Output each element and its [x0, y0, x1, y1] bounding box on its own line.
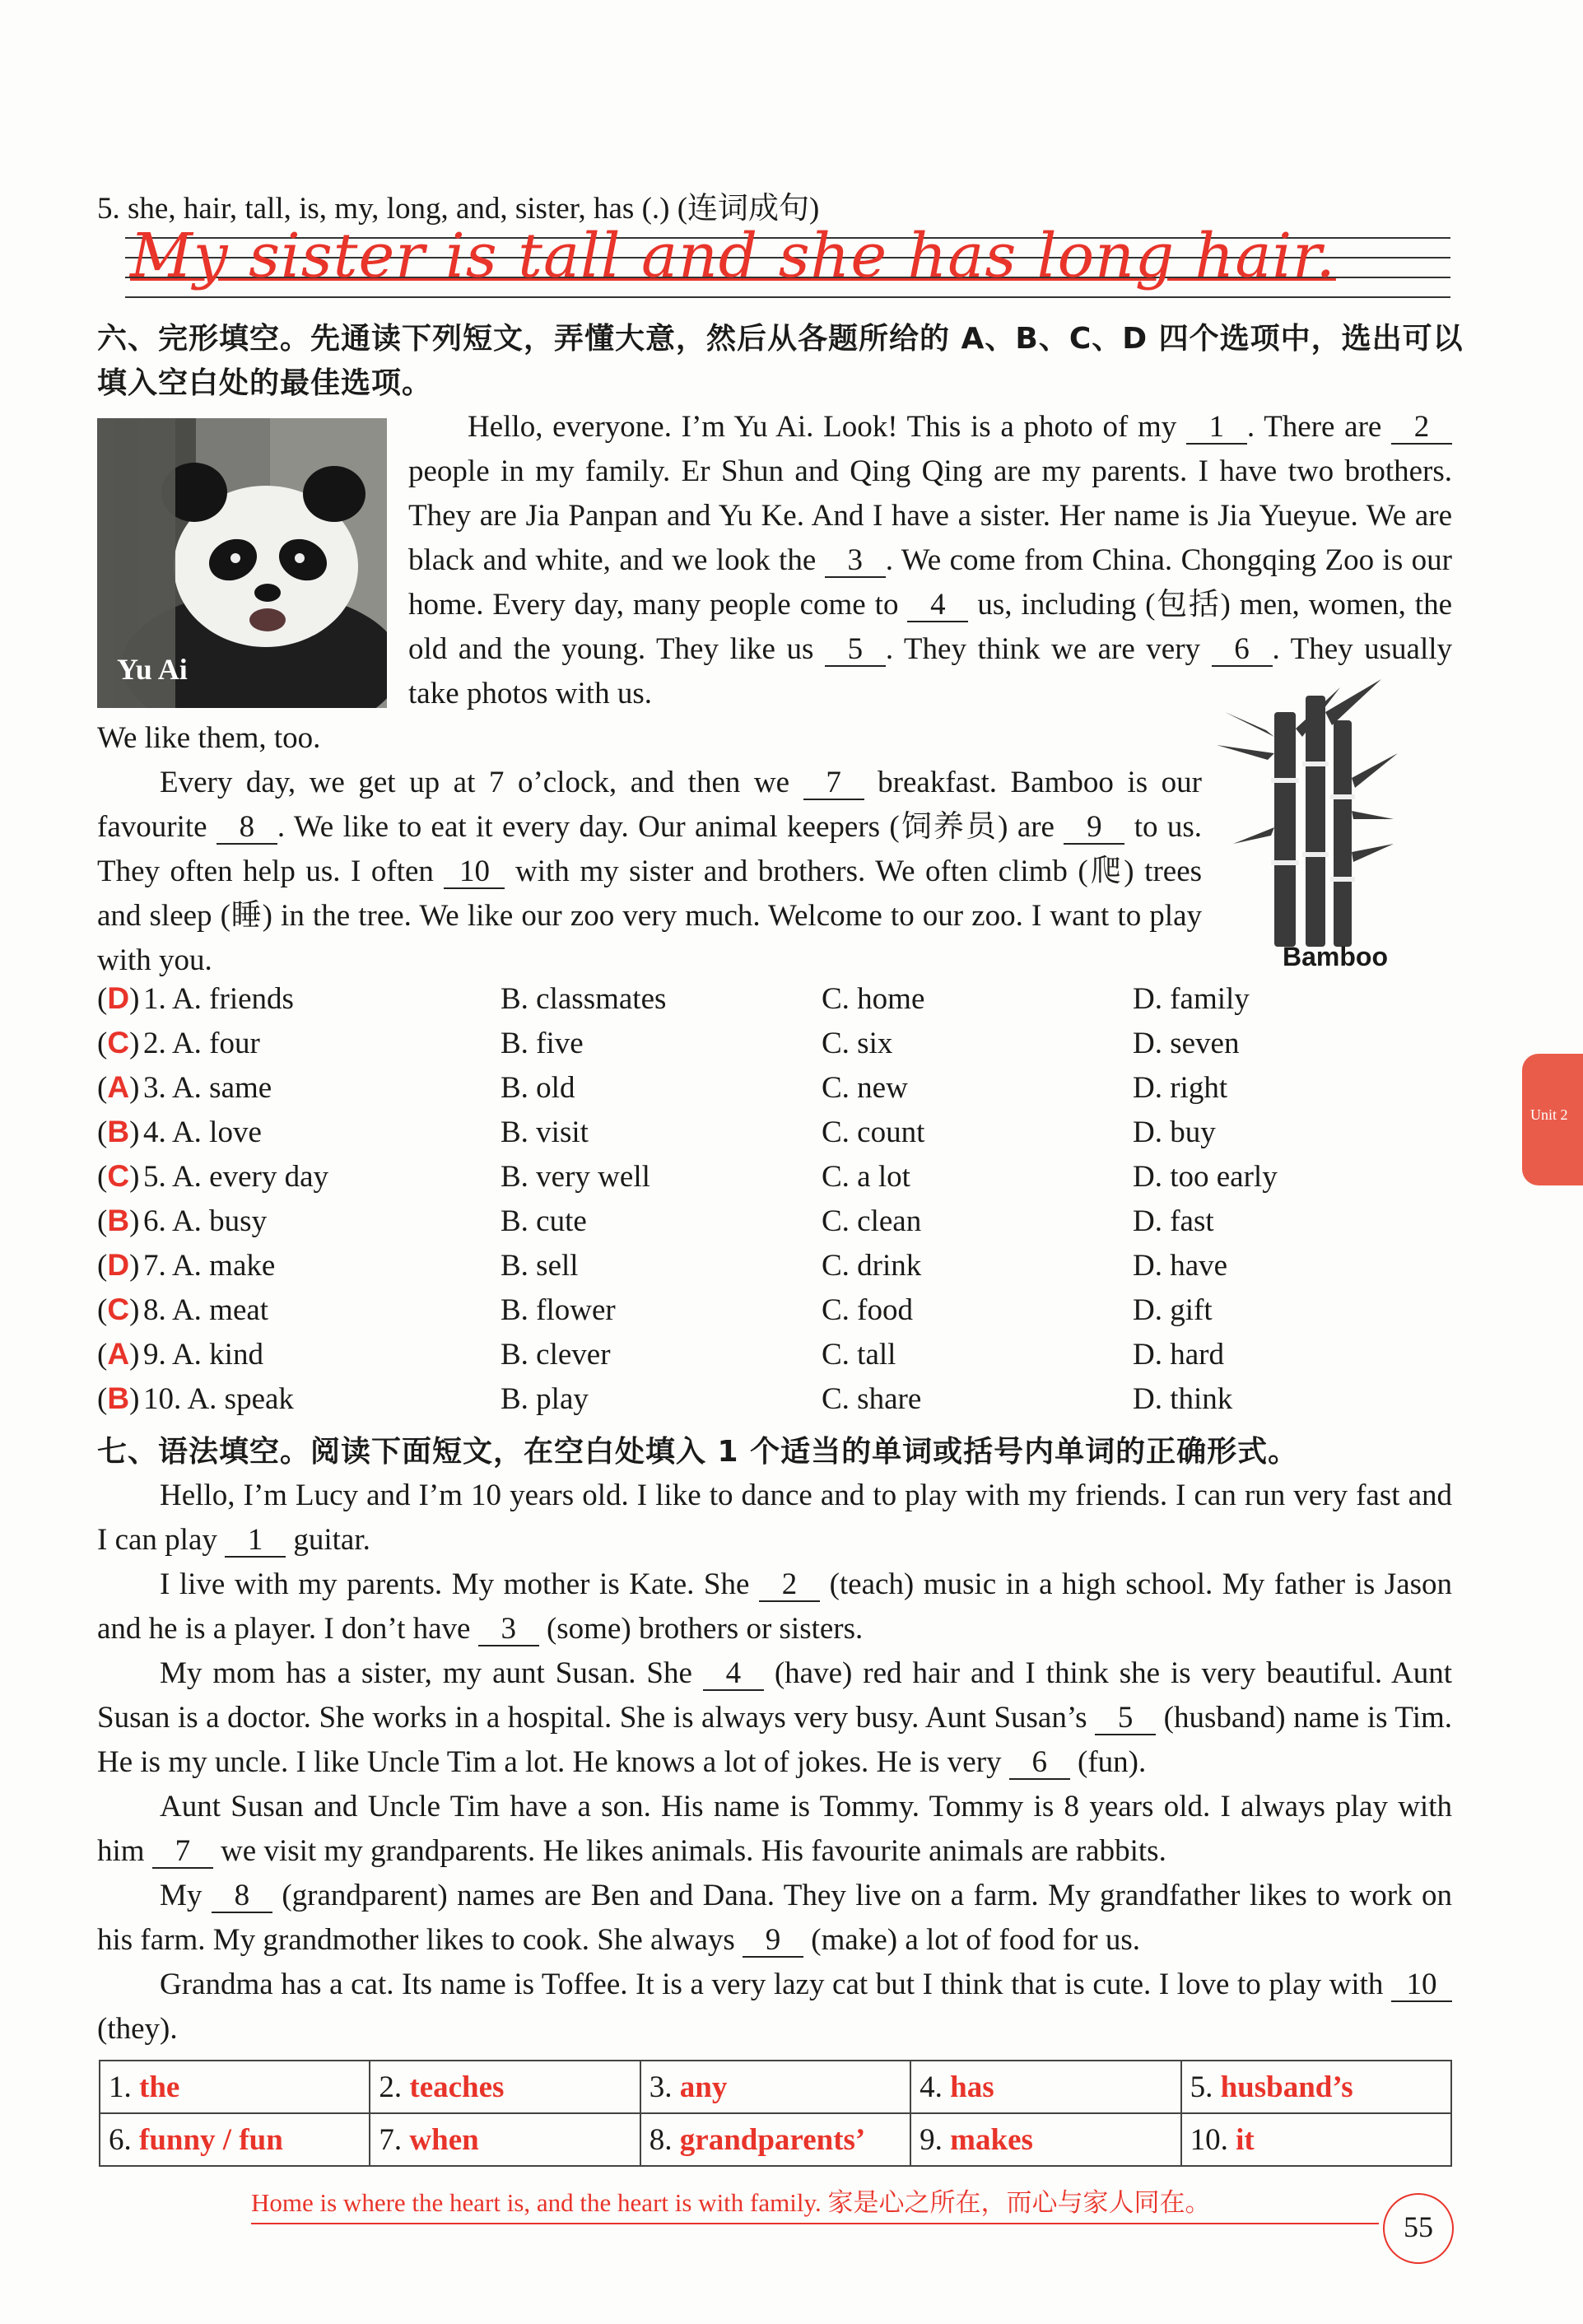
- answer-bracket: (B): [97, 1204, 140, 1238]
- option-b[interactable]: B. play: [501, 1382, 589, 1416]
- blank-g9[interactable]: 9: [743, 1925, 803, 1958]
- passage-text: Grandma has a cat. Its name is Toffee. It is a very lazy cat but I think that is cute. I love to play with: [160, 1968, 1384, 2001]
- blank-g1[interactable]: 1: [225, 1525, 286, 1558]
- option-c[interactable]: C. food: [822, 1293, 913, 1327]
- option-c[interactable]: C. home: [822, 982, 925, 1016]
- blank-g2[interactable]: 2: [759, 1569, 820, 1602]
- option-b[interactable]: B. clever: [501, 1338, 611, 1372]
- option-d[interactable]: D. think: [1133, 1382, 1233, 1416]
- cloze-paragraph-1-end: We like them, too.: [97, 721, 321, 755]
- passage-text: (they).: [97, 2012, 178, 2046]
- chosen-answer: C: [107, 1292, 130, 1326]
- option-d[interactable]: D. have: [1133, 1249, 1228, 1283]
- passage-text: (some) brothers or sisters.: [546, 1612, 864, 1646]
- option-d[interactable]: D. seven: [1133, 1027, 1240, 1060]
- passage-text: breakfast. Bamboo is our favourite: [97, 766, 1203, 844]
- option-d[interactable]: D. right: [1133, 1071, 1228, 1105]
- passage-text: (teach) music in a high school. My father is Jason and he is a player. I don’t have: [97, 1567, 1453, 1646]
- unit-tab[interactable]: [1522, 1054, 1583, 1185]
- passage-text: Aunt Susan and Uncle Tim have a son. His name is Tommy. Tommy is 8 years old. I always play with him: [97, 1790, 1452, 1868]
- grammar-paragraph-5: [97, 1874, 1452, 1963]
- answer-bracket: (A): [97, 1070, 140, 1105]
- bamboo-illustration: [1217, 679, 1398, 947]
- grammar-paragraph-1: [97, 1474, 1452, 1563]
- chosen-answer: C: [107, 1159, 130, 1193]
- option-b[interactable]: B. flower: [501, 1293, 616, 1327]
- passage-text: we visit my grandparents. He likes animals. His favourite animals are rabbits.: [221, 1834, 1166, 1868]
- option-a[interactable]: 4. A. love: [143, 1115, 262, 1149]
- option-c[interactable]: C. count: [822, 1115, 925, 1149]
- grammar-paragraph-3: [97, 1651, 1452, 1785]
- passage-text: . They think we are very: [885, 632, 1201, 666]
- chosen-answer: D: [107, 1248, 130, 1282]
- option-b[interactable]: B. cute: [501, 1204, 587, 1238]
- answer-cell: 4. has: [910, 2061, 1180, 2113]
- grammar-paragraph-6: [97, 1963, 1452, 2052]
- passage-text: (grandparent) names are Ben and Dana. They live on a farm. My grandfather likes to work on his farm. My grandmother likes to cook. She always: [97, 1879, 1453, 1957]
- option-d[interactable]: D. too early: [1133, 1160, 1278, 1194]
- chosen-answer: B: [107, 1381, 130, 1415]
- answer-bracket: (B): [97, 1115, 140, 1149]
- chosen-answer: B: [107, 1115, 130, 1148]
- answer-bracket: (B): [97, 1381, 140, 1416]
- answer-bracket: (C): [97, 1159, 140, 1194]
- option-d[interactable]: D. fast: [1133, 1204, 1214, 1238]
- blank-9[interactable]: 9: [1064, 812, 1124, 845]
- option-d[interactable]: D. gift: [1133, 1293, 1213, 1327]
- chosen-answer: A: [107, 1337, 130, 1371]
- answer-table-row: [100, 2113, 1451, 2166]
- blank-g6[interactable]: 6: [1009, 1747, 1070, 1780]
- cloze-title-line2: 填入空白处的最佳选项。: [97, 366, 433, 400]
- answer-bracket: (D): [97, 1248, 140, 1283]
- grammar-paragraph-2: [97, 1563, 1452, 1651]
- answer-cell: 3. any: [640, 2061, 910, 2113]
- cloze-paragraph-2: [97, 761, 1202, 983]
- blank-7[interactable]: 7: [803, 767, 864, 800]
- answer-cell: 1. the: [100, 2061, 370, 2113]
- blank-g4[interactable]: 4: [703, 1658, 764, 1691]
- photo-caption: Yu Ai: [117, 653, 188, 686]
- blank-g5[interactable]: 5: [1095, 1702, 1156, 1735]
- bamboo-caption: Bamboo: [1283, 942, 1388, 971]
- answer-bracket: (A): [97, 1337, 140, 1372]
- option-a[interactable]: 7. A. make: [143, 1249, 276, 1283]
- option-b[interactable]: B. five: [501, 1027, 584, 1060]
- answer-cell: 7. when: [370, 2113, 640, 2166]
- option-c[interactable]: C. share: [822, 1382, 922, 1416]
- chosen-answer: D: [107, 981, 130, 1015]
- answer-bracket: (D): [97, 981, 140, 1016]
- answer-cell: 6. funny / fun: [100, 2113, 370, 2166]
- blank-8[interactable]: 8: [216, 812, 277, 845]
- option-c[interactable]: C. new: [822, 1071, 908, 1105]
- passage-text: (make) a lot of food for us.: [811, 1923, 1140, 1957]
- option-d[interactable]: D. family: [1133, 982, 1250, 1016]
- option-a[interactable]: 9. A. kind: [143, 1338, 263, 1372]
- passage-text: people in my family. Er Shun and Qing Qing are my parents. I have two brothers. They are Jia Panpan and Yu Ke. And I have a sister. Her name is Jia Yueyue. We are black and white, and we look the: [408, 454, 1452, 577]
- option-b[interactable]: B. old: [501, 1071, 575, 1105]
- grammar-title: 七、语法填空。阅读下面短文，在空白处填入 1 个适当的单词或括号内单词的正确形式。: [97, 1435, 1299, 1469]
- question-5-prompt: 5. she, hair, tall, is, my, long, and, sister, has (.) (连词成句): [97, 192, 820, 226]
- option-d[interactable]: D. hard: [1133, 1338, 1224, 1372]
- unit-tab-label: Unit 2: [1530, 1106, 1568, 1123]
- writing-rule: [125, 296, 1450, 298]
- passage-text: I live with my parents. My mother is Kate. She: [160, 1567, 750, 1601]
- option-c[interactable]: C. a lot: [822, 1160, 910, 1194]
- passage-text: . There are: [1246, 410, 1382, 444]
- option-b[interactable]: B. very well: [501, 1160, 650, 1194]
- passage-text: (have) red hair and I think she is very beautiful. Aunt Susan is a doctor. She works in a hospital. She is always very busy. Aunt Susan’s: [97, 1656, 1453, 1735]
- cloze-paragraph-1: [408, 405, 1452, 716]
- passage-text: (fun).: [1078, 1745, 1147, 1779]
- answer-cell: 2. teaches: [370, 2061, 640, 2113]
- passage-text: Every day, we get up at 7 o’clock, and then we: [160, 766, 790, 799]
- answer-cell: 8. grandparents’: [640, 2113, 910, 2166]
- blank-g10[interactable]: 10: [1391, 1969, 1452, 2002]
- cloze-title-line1: 六、完形填空。先通读下列短文，弄懂大意，然后从各题所给的 A、B、C、D 四个选项中，选出可以: [97, 322, 1464, 356]
- chosen-answer: A: [107, 1070, 130, 1104]
- passage-text: . We like to eat it every day. Our animal keepers (饲养员) are: [277, 810, 1055, 844]
- passage-text: (husband) name is Tim. He is my uncle. I like Uncle Tim a lot. He knows a lot of jokes. He is very: [97, 1701, 1453, 1779]
- blank-g8[interactable]: 8: [212, 1880, 272, 1913]
- answer-table: [99, 2060, 1452, 2167]
- blank-5[interactable]: 5: [825, 634, 886, 667]
- handwritten-answer: My sister is tall and she has long hair.: [130, 221, 1336, 291]
- blank-4[interactable]: 4: [907, 589, 968, 622]
- option-c[interactable]: C. drink: [822, 1249, 922, 1283]
- page-number: 55: [1404, 2210, 1433, 2243]
- footer-motto: Home is where the heart is, and the heart is with family. 家是心之所在，而心与家人同在。: [251, 2188, 1211, 2217]
- option-b[interactable]: B. visit: [501, 1115, 589, 1149]
- answer-cell: 10. it: [1181, 2113, 1451, 2166]
- passage-text: to us. They often help us. I often: [97, 810, 1203, 888]
- passage-text: guitar.: [293, 1523, 370, 1557]
- blank-g7[interactable]: 7: [152, 1836, 213, 1869]
- option-d[interactable]: D. buy: [1133, 1115, 1216, 1149]
- option-c[interactable]: C. six: [822, 1027, 893, 1060]
- option-a[interactable]: 8. A. meat: [143, 1293, 269, 1327]
- passage-text: . They usually take photos with us.: [408, 632, 1453, 710]
- blank-6[interactable]: 6: [1212, 634, 1273, 667]
- option-a[interactable]: 10. A. speak: [143, 1382, 294, 1416]
- blank-2[interactable]: 2: [1391, 412, 1452, 445]
- chosen-answer: C: [107, 1026, 130, 1060]
- passage-text: My: [160, 1879, 203, 1912]
- option-a[interactable]: 5. A. every day: [143, 1160, 329, 1194]
- answer-cell: 5. husband’s: [1181, 2061, 1451, 2113]
- answer-bracket: (C): [97, 1292, 140, 1327]
- passage-text: My mom has a sister, my aunt Susan. She: [160, 1656, 692, 1690]
- answer-cell: 9. makes: [910, 2113, 1180, 2166]
- option-a[interactable]: 3. A. same: [143, 1071, 272, 1105]
- option-b[interactable]: B. classmates: [501, 982, 667, 1016]
- passage-text: Hello, everyone. I’m Yu Ai. Look! This is a photo of my: [468, 410, 1177, 444]
- passage-text: us, including (包括) men, women, the old and the young. They like us: [408, 588, 1453, 666]
- option-a[interactable]: 2. A. four: [143, 1027, 260, 1060]
- option-c[interactable]: C. clean: [822, 1204, 922, 1238]
- option-c[interactable]: C. tall: [822, 1338, 896, 1372]
- passage-text: Hello, I’m Lucy and I’m 10 years old. I like to dance and to play with my friends. I can run very fast and I can play: [97, 1479, 1452, 1557]
- option-a[interactable]: 1. A. friends: [143, 982, 294, 1016]
- answer-table-row: [100, 2061, 1451, 2113]
- chosen-answer: B: [107, 1204, 130, 1237]
- option-b[interactable]: B. sell: [501, 1249, 579, 1283]
- passage-text: . We come from China. Chongqing Zoo is our home. Every day, many people come to: [408, 543, 1453, 622]
- passage-text: with my sister and brothers. We often climb (爬) trees and sleep (睡) in the tree. We like our zoo very much. Welcome to our zoo. I want to play with you.: [97, 855, 1203, 977]
- option-a[interactable]: 6. A. busy: [143, 1204, 268, 1238]
- grammar-paragraph-4: [97, 1785, 1452, 1874]
- blank-g3[interactable]: 3: [478, 1614, 539, 1646]
- answer-bracket: (C): [97, 1026, 140, 1060]
- blank-10[interactable]: 10: [444, 856, 505, 889]
- blank-1[interactable]: 1: [1186, 412, 1247, 445]
- blank-3[interactable]: 3: [825, 545, 886, 578]
- footer-divider: [251, 2223, 1379, 2224]
